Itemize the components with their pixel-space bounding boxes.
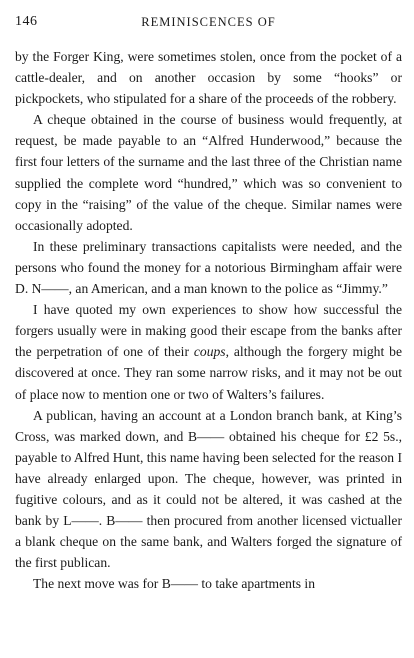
book-page xyxy=(15,14,402,594)
paragraph-publican: A publican, having an account at a London branch bank, at King’s Cross, was marked down, and B—— obtained his cheque for £2 5s., payable to Alfred Hunt, this name having been selected for the reason I have already enlarged upon. The cheque, however, was printed in fugitive colours, and as it could not be altered, it was cashed at the bank by L——. B—— then procured from another licensed victualler a blank cheque on the same bank, and Walters forged the signature of the first publican. xyxy=(15,407,402,571)
running-title: REMINISCENCES OF xyxy=(141,15,276,29)
paragraph-continuation: by the Forger King, were sometimes stolen, once from the pocket of a cattle-dealer, and on another occasion by some “hooks” or pickpockets, who stipulated for a share of the proceeds of the robbery. xyxy=(15,49,402,107)
paragraph-capitalists: In these preliminary transactions capitalists were needed, and the persons who found the money for a notorious Birmingham affair were D. N——, an American, and a man known to the police as “Jimmy.” xyxy=(15,238,402,297)
paragraph-experiences-start: I have quoted my own experiences to show how successful the forgers usually were in making good their escape from the banks after the perpetration of one of their xyxy=(15,302,402,360)
page-number: 146 xyxy=(15,14,38,29)
running-head xyxy=(15,14,402,36)
paragraph-cheque-names: A cheque obtained in the course of business would frequently, at request, be made payable to an “Alfred Hunderwood,” because the first four letters of the surname and the last three of the Christian name supplied the complete word “hundred,” which was so convenient to copy in the “raising” of the value of the cheque. Similar names were occasionally adopted. xyxy=(15,112,402,233)
paragraph-experiences xyxy=(15,299,402,404)
italic-coups: coups xyxy=(193,344,226,360)
paragraph-next-move: The next move was for B—— to take apartments in xyxy=(33,576,315,592)
body-text xyxy=(15,46,402,594)
paragraph-experiences-end: , although the forgery might be discovered at once. They ran some narrow risks, and it may not be out of place now to mention one or two of Walters’s failures. xyxy=(15,344,402,402)
